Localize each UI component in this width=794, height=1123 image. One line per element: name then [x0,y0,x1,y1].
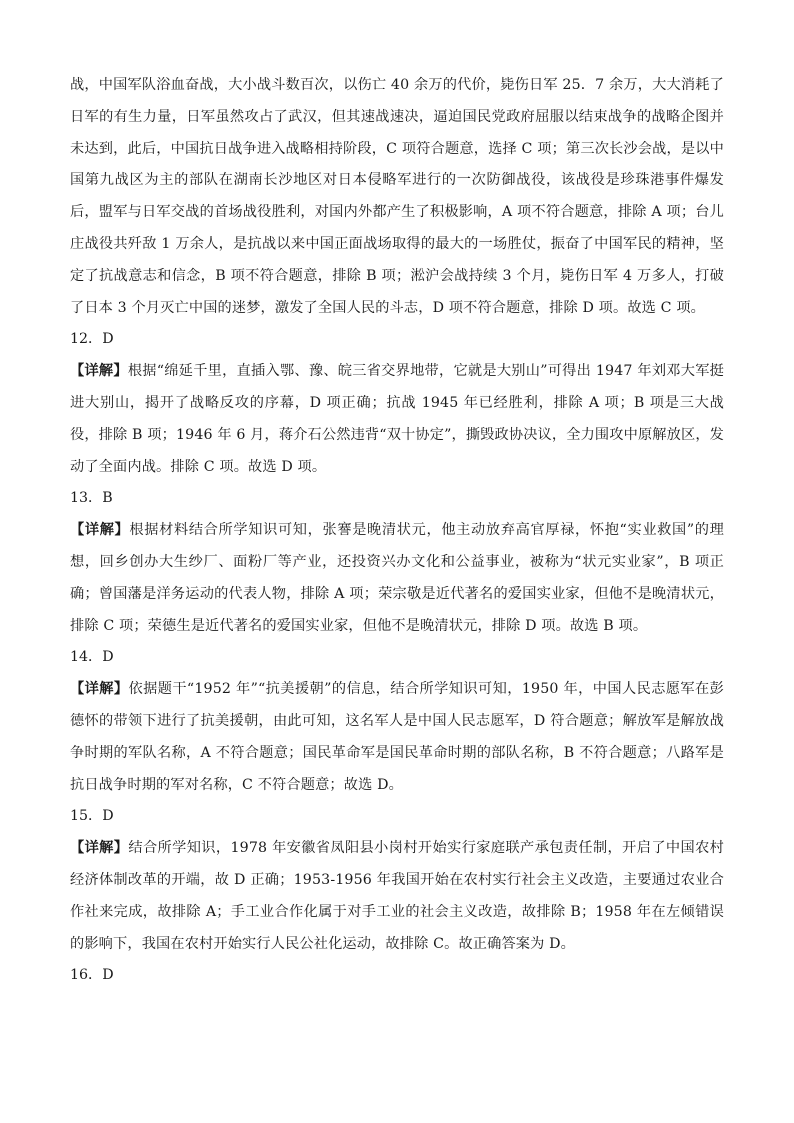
explanation-14 [70,674,724,801]
explanation-text: 根据“绵延千里，直插入鄂、豫、皖三省交界地带，它就是大别山”可得出 1947 年刘邓大军挺进大别山，揭开了战略反攻的序幕，D 项正确；抗战 1945 年已经胜利，排除 A 项；B 项是三大战役，排除 B 项；1946 年 6 月，蒋介石公然违背“双十协定”，撕毁政协决议，全力围攻中原解放区，发动了全面内战。排除 C 项。故选 D 项。 [70,363,724,475]
intro-paragraph: 战，中国军队浴血奋战，大小战斗数百次，以伤亡 40 余万的代价，毙伤日军 25．7 余万，大大消耗了日军的有生力量，日军虽然攻占了武汉，但其速战速决，逼迫国民党政府屈服以结束战争的战略企图并未达到，此后，中国抗日战争进入战略相持阶段，C 项符合题意，选择 C 项；第三次长沙会战，是以中国第九战区为主的部队在湖南长沙地区对日本侵略军进行的一次防御战役，该战役是珍珠港事件爆发后，盟军与日军交战的首场战役胜利，对国内外都产生了积极影响，A 项不符合题意，排除 A 项；台儿庄战役共歼敌 1 万余人，是抗战以来中国正面战场取得的最大的一场胜仗，振奋了中国军民的精神，坚定了抗战意志和信念，B 项不符合题意，排除 B 项；淞沪会战持续 3 个月，毙伤日军 4 万多人，打破了日本 3 个月灭亡中国的迷梦，激发了全国人民的斗志，D 项不符合题意，排除 D 项。故选 C 项。 [70,77,724,316]
explanation-text: 结合所学知识，1978 年安徽省凤阳县小岗村开始实行家庭联产承包责任制，开启了中国农村经济体制改革的开端，故 D 正确；1953-1956 年我国开始在农村实行社会主义改造，主要通过农业合作社来完成，故排除 A；手工业合作化属于对手工业的社会主义改造，故排除 B；1958 年在左倾错误的影响下，我国在农村开始实行人民公社化运动，故排除 C。故正确答案为 D。 [70,840,724,952]
answer-number-16: 16．D [70,967,114,984]
explanation-12 [70,356,724,483]
answer-number-14: 14．D [70,649,114,666]
explanation-tag: 【详解】 [70,840,129,857]
explanation-text: 根据材料结合所学知识可知，张謇是晚清状元，他主动放弃高官厚禄，怀抱“实业救国”的理想，回乡创办大生纱厂、面粉厂等产业，还投资兴办文化和公益事业，被称为“状元实业家”，B 项正确；曾国藩是洋务运动的代表人物，排除 A 项；荣宗敬是近代著名的爱国实业家，但他不是晚清状元，排除 C 项；荣德生是近代著名的爱国实业家，但他不是晚清状元，排除 D 项。故选 B 项。 [70,522,724,634]
explanation-text: 依据题干“1952 年”“抗美援朝”的信息，结合所学知识可知，1950 年，中国人民志愿军在彭德怀的带领下进行了抗美援朝，由此可知，这名军人是中国人民志愿军，D 符合题意；解放军是解放战争时期的军队名称，A 不符合题意；国民革命军是国民革命时期的部队名称，B 不符合题意；八路军是抗日战争时期的军对名称，C 不符合题意；故选 D。 [70,681,724,793]
answer-number-12: 12．D [70,331,114,348]
explanation-13 [70,515,724,642]
answer-number-13: 13．B [70,490,113,507]
explanation-15 [70,833,724,960]
answer-number-15: 15．D [70,808,114,825]
document-page [70,70,724,992]
explanation-tag: 【详解】 [70,681,129,698]
explanation-tag: 【详解】 [70,522,130,539]
explanation-tag: 【详解】 [70,363,128,380]
